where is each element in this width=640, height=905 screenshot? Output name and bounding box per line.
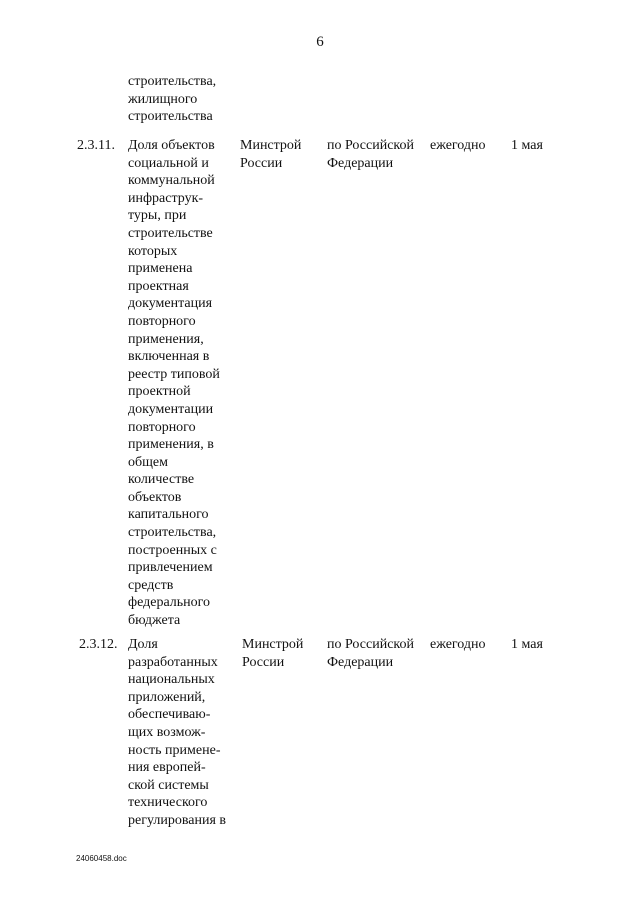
row-2-3-11-number: 2.3.11.	[77, 138, 115, 153]
row-2-3-11-periodicity: ежегодно	[430, 138, 486, 153]
document-filename-footer: 24060458.doc	[76, 854, 127, 863]
row-2-3-11-level: по Российской Федерации	[327, 138, 414, 171]
row-2-3-12-level: по Российской Федерации	[327, 637, 414, 670]
row-2-3-11-indicator-name: Доля объектов социальной и коммунальной инфраструк- туры, при строительстве которых применена проектная документация повторного применения, включенная в реестр типовой проектной документации повторного применения, в общем количестве объектов капитального строительства, построенных с привлечением средств федерального бюджета	[128, 138, 220, 629]
row-2-3-11-responsible: Минстрой России	[240, 138, 302, 171]
row-2-3-12-responsible: Минстрой России	[242, 637, 304, 670]
row-2-3-12-number: 2.3.12.	[79, 637, 118, 652]
row-2-3-11-deadline: 1 мая	[511, 138, 543, 153]
page-number: 6	[316, 34, 324, 50]
row-2-3-12-periodicity: ежегодно	[430, 637, 486, 652]
continuation-name-tail: строительства, жилищного строительства	[128, 74, 217, 125]
row-2-3-12-deadline: 1 мая	[511, 637, 543, 652]
row-2-3-12-indicator-name: Доля разработанных национальных приложений, обеспечиваю- щих возмож- ность примене- ния европей- ской системы технического регулирования в	[128, 637, 226, 828]
